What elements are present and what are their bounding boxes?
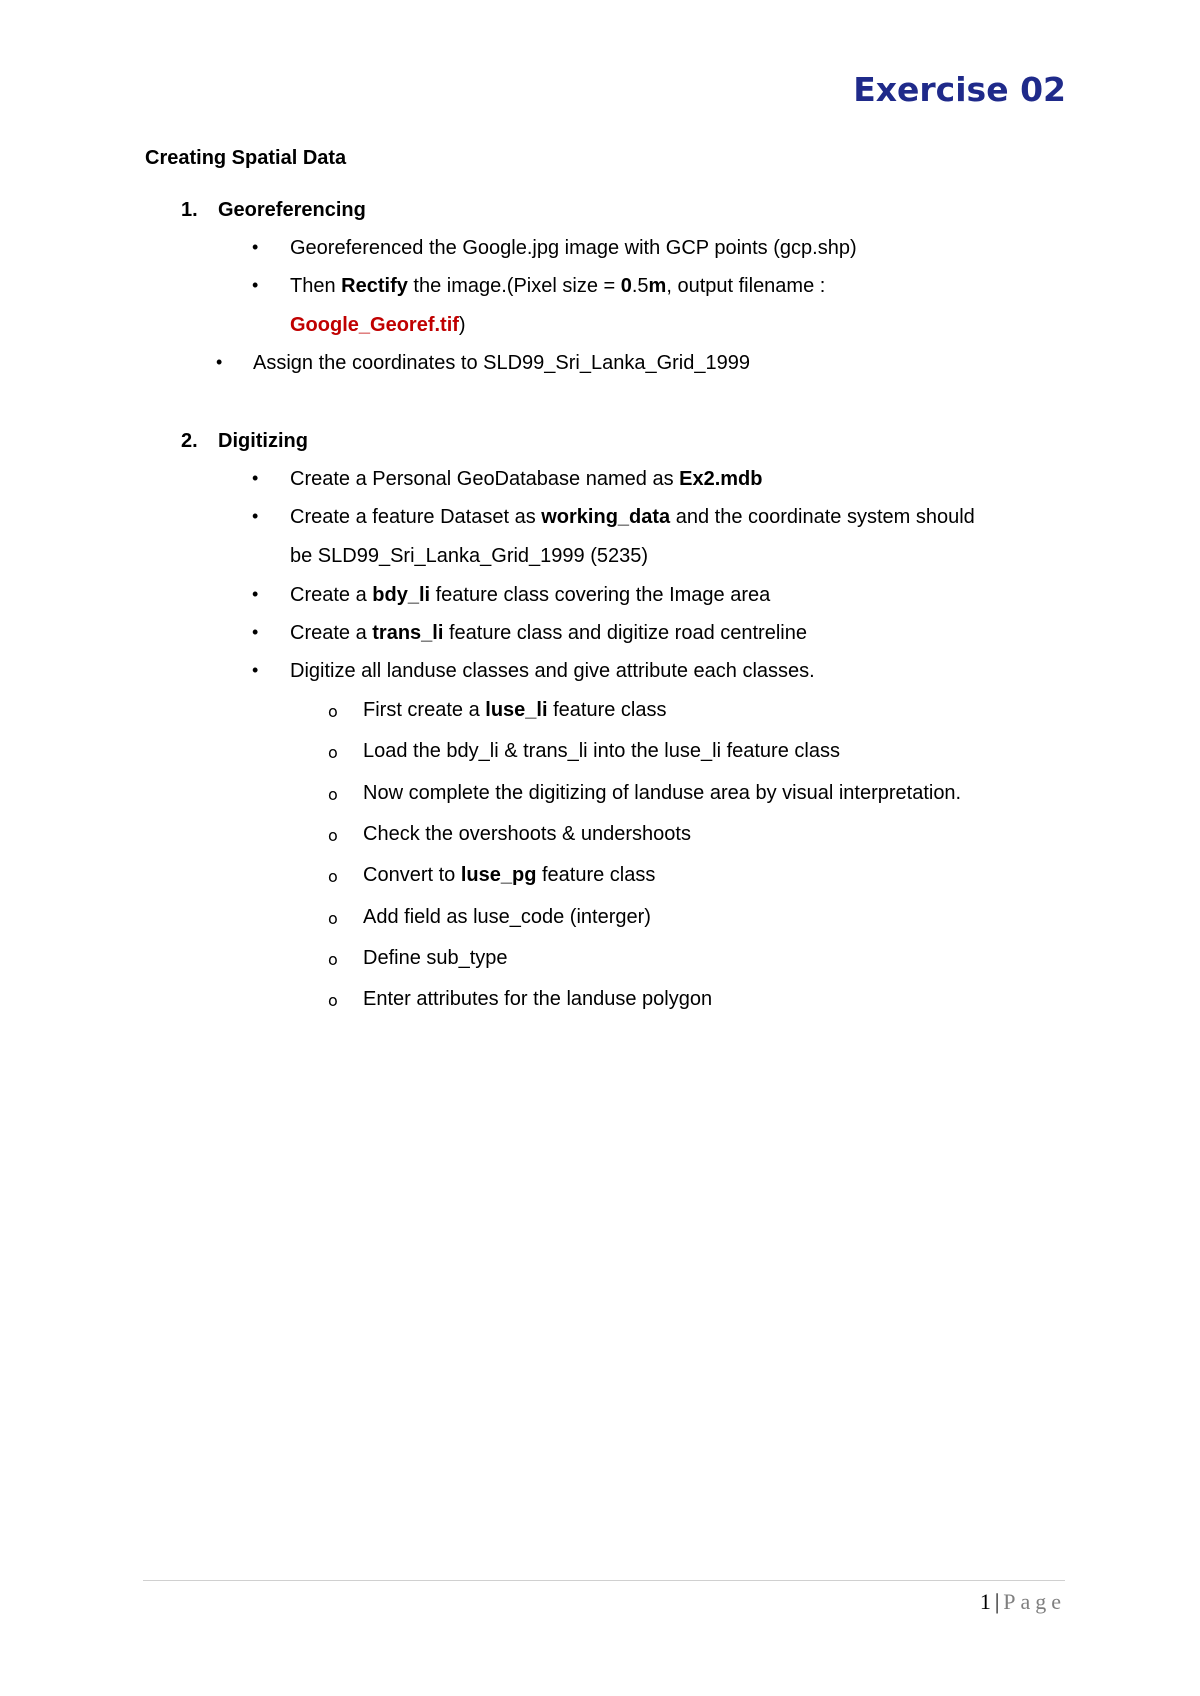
circle-bullet-icon: o — [328, 867, 338, 886]
exercise-title: Exercise 02 — [853, 70, 1066, 109]
list-item: Georeferenced the Google.jpg image with GCP points (gcp.shp) — [290, 237, 857, 259]
circle-bullet-icon: o — [328, 909, 338, 928]
bullet-icon: • — [252, 622, 259, 642]
sub-list-item: Check the overshoots & undershoots — [363, 823, 691, 845]
bullet-icon: • — [252, 468, 259, 488]
footer-separator: | — [994, 1589, 1000, 1614]
circle-bullet-icon: o — [328, 950, 338, 969]
page-footer — [980, 1588, 1066, 1616]
section-heading: Creating Spatial Data — [145, 147, 347, 169]
sub-list-item: Convert to luse_pg feature class — [363, 864, 656, 886]
section-1-number: 1. — [181, 199, 198, 221]
bullet-icon: • — [216, 352, 223, 372]
footer-divider — [143, 1580, 1065, 1581]
bullet-icon: • — [252, 506, 259, 526]
bullet-icon: • — [252, 237, 259, 257]
sub-list-item: Enter attributes for the landuse polygon — [363, 988, 713, 1010]
circle-bullet-icon: o — [328, 743, 338, 762]
bullet-icon: • — [252, 584, 259, 604]
list-item: Create a trans_li feature class and digitize road centreline — [290, 622, 807, 644]
section-1-title: Georeferencing — [218, 199, 366, 221]
list-item: Digitize all landuse classes and give attribute each classes. — [290, 660, 815, 682]
sub-list-item: First create a luse_li feature class — [363, 699, 667, 721]
circle-bullet-icon: o — [328, 991, 338, 1010]
page-label: Page — [1003, 1589, 1066, 1614]
output-filename: Google_Georef.tif — [290, 314, 459, 336]
section-2-title: Digitizing — [218, 430, 308, 452]
list-item: Create a Personal GeoDatabase named as Ex2.mdb — [290, 468, 763, 490]
sub-list-item: Now complete the digitizing of landuse area by visual interpretation. — [363, 782, 962, 804]
list-item: Create a feature Dataset as working_data and the coordinate system should — [290, 506, 975, 528]
sub-list-item: Load the bdy_li & trans_li into the luse_li feature class — [363, 740, 840, 762]
circle-bullet-icon: o — [328, 826, 338, 845]
list-item-continuation: be SLD99_Sri_Lanka_Grid_1999 (5235) — [290, 545, 649, 567]
list-item: Create a bdy_li feature class covering the Image area — [290, 584, 771, 606]
circle-bullet-icon: o — [328, 785, 338, 804]
list-item: Then Rectify the image.(Pixel size = 0.5m, output filename : — [290, 275, 826, 297]
sub-list-item: Define sub_type — [363, 947, 508, 969]
page-number: 1 — [979, 1589, 991, 1614]
bullet-icon: • — [252, 660, 259, 680]
bullet-icon: • — [252, 275, 259, 295]
list-item: Assign the coordinates to SLD99_Sri_Lanka_Grid_1999 — [253, 352, 750, 374]
list-item-continuation: Google_Georef.tif) — [290, 314, 466, 336]
sub-list-item: Add field as luse_code (interger) — [363, 906, 651, 928]
section-2-number: 2. — [181, 430, 198, 452]
circle-bullet-icon: o — [328, 702, 338, 721]
